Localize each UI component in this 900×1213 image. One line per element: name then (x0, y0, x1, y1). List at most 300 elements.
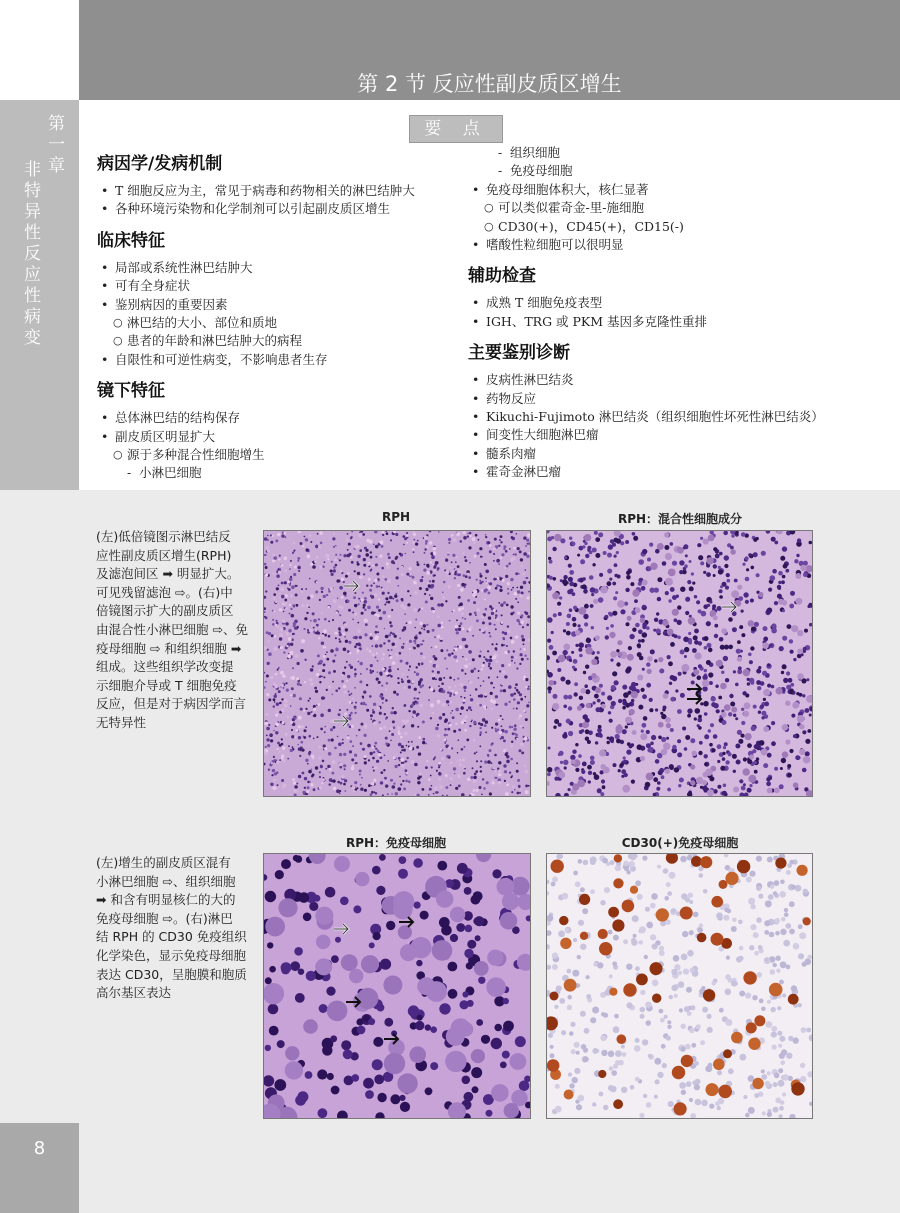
cell-nucleus (768, 776, 772, 780)
cell-nucleus (711, 981, 716, 986)
cell-nucleus (412, 710, 416, 714)
cell-nucleus (288, 745, 290, 747)
cell-nucleus (728, 617, 733, 622)
cell-nucleus (657, 865, 661, 869)
cell-nucleus (467, 573, 469, 575)
cell-nucleus (601, 779, 605, 783)
cell-nucleus (588, 780, 591, 783)
cell-nucleus (316, 556, 319, 559)
cell-nucleus (397, 668, 399, 670)
cell-nucleus (642, 549, 647, 554)
cell-nucleus (483, 680, 485, 682)
cell-nucleus (558, 612, 562, 616)
cell-nucleus (267, 539, 269, 541)
cell-nucleus (504, 651, 508, 655)
cell-nucleus (682, 727, 686, 731)
cell-nucleus (672, 561, 677, 566)
cell-nucleus (779, 891, 786, 898)
cell-nucleus (283, 611, 285, 613)
cell-nucleus (359, 636, 362, 639)
cell-nucleus (264, 611, 266, 613)
cell-nucleus (789, 604, 794, 609)
cell-nucleus (585, 689, 590, 694)
cell-nucleus (694, 1061, 699, 1066)
cell-nucleus (411, 681, 414, 684)
cell-nucleus (491, 762, 493, 764)
cell-nucleus (781, 917, 786, 922)
cell-nucleus (417, 726, 419, 728)
cell-nucleus (778, 1068, 783, 1073)
cell-nucleus (775, 931, 780, 936)
cell-nucleus (457, 774, 461, 778)
cell-nucleus (354, 707, 356, 709)
cell-nucleus (377, 706, 380, 709)
cell-nucleus (277, 786, 279, 788)
cell-nucleus (300, 749, 302, 751)
cell-nucleus (691, 572, 694, 575)
cell-nucleus (716, 709, 720, 713)
cell-nucleus (517, 601, 519, 603)
cell-nucleus (785, 739, 790, 744)
cell-nucleus (454, 648, 457, 651)
cell-nucleus (770, 885, 774, 889)
cell-nucleus (665, 717, 671, 723)
cell-nucleus (327, 558, 329, 560)
cell-nucleus (302, 791, 305, 794)
cell-nucleus (503, 601, 506, 604)
cell-nucleus (642, 605, 646, 609)
cell-nucleus (398, 764, 400, 766)
cell-nucleus (329, 783, 331, 785)
cell-nucleus (413, 608, 417, 612)
cell-nucleus (437, 567, 440, 570)
key-points-right-column (468, 144, 848, 481)
cell-nucleus (430, 703, 434, 707)
cell-nucleus (646, 626, 650, 630)
cell-nucleus (777, 1006, 781, 1010)
cell-nucleus (352, 786, 356, 790)
cell-nucleus (279, 744, 282, 747)
cell-nucleus (278, 559, 280, 561)
cell-nucleus (520, 648, 522, 650)
cell-nucleus (354, 712, 356, 714)
cell-nucleus (519, 788, 521, 790)
cell-nucleus (469, 562, 471, 564)
cell-nucleus (322, 1045, 332, 1055)
cell-nucleus (528, 638, 532, 642)
cell-nucleus (472, 658, 475, 661)
cell-nucleus (303, 913, 312, 922)
cell-nucleus (502, 1051, 510, 1059)
cell-nucleus (795, 573, 801, 579)
cell-nucleus (294, 736, 297, 739)
cell-nucleus (547, 686, 552, 691)
cell-nucleus (308, 606, 310, 608)
cell-nucleus (661, 749, 667, 755)
cell-nucleus (799, 724, 804, 729)
cell-nucleus (361, 599, 364, 602)
cell-nucleus (510, 745, 513, 748)
cell-nucleus (775, 858, 786, 869)
cell-nucleus (471, 895, 481, 905)
cell-nucleus (467, 1000, 474, 1007)
cell-nucleus (523, 710, 525, 712)
cell-nucleus (749, 678, 754, 683)
cell-nucleus (515, 657, 517, 659)
cell-nucleus (707, 643, 712, 648)
cell-nucleus (521, 614, 524, 617)
cell-nucleus (569, 570, 574, 575)
cell-nucleus (264, 554, 266, 556)
cell-nucleus (265, 590, 267, 592)
cell-nucleus (408, 710, 410, 712)
cell-nucleus (691, 681, 695, 685)
cell-nucleus (324, 726, 326, 728)
cell-nucleus (427, 582, 429, 584)
cell-nucleus (704, 712, 708, 716)
cell-nucleus (599, 1092, 604, 1097)
cell-nucleus (586, 994, 591, 999)
cell-nucleus (290, 721, 293, 724)
cell-nucleus (584, 622, 588, 626)
cell-nucleus (713, 734, 718, 739)
cell-nucleus (369, 589, 372, 592)
cell-nucleus (612, 611, 617, 616)
cell-nucleus (337, 736, 339, 738)
cell-nucleus (771, 721, 775, 725)
cell-nucleus (369, 942, 375, 948)
cell-nucleus (570, 1022, 575, 1027)
cell-nucleus (659, 946, 664, 951)
cell-nucleus (331, 561, 333, 563)
cell-nucleus (557, 668, 561, 672)
cell-nucleus (464, 729, 467, 732)
cell-nucleus (272, 619, 274, 621)
cell-nucleus (517, 701, 520, 704)
cell-nucleus (748, 653, 752, 657)
cell-nucleus (564, 766, 567, 769)
cell-nucleus (385, 597, 388, 600)
cell-nucleus (706, 621, 711, 626)
cell-nucleus (629, 634, 634, 639)
cell-nucleus (637, 652, 642, 657)
cell-nucleus (413, 647, 416, 650)
cell-nucleus (375, 545, 379, 549)
cell-nucleus (347, 600, 350, 603)
cell-nucleus (626, 575, 631, 580)
cell-nucleus (580, 887, 585, 892)
cell-nucleus (425, 543, 427, 545)
cell-nucleus (379, 592, 381, 594)
cell-nucleus (333, 599, 337, 603)
cell-nucleus (450, 907, 465, 922)
cell-nucleus (664, 1015, 668, 1019)
cell-nucleus (396, 576, 399, 579)
cell-nucleus (445, 718, 448, 721)
cell-nucleus (316, 935, 331, 950)
cell-nucleus (489, 749, 492, 752)
cell-nucleus (425, 601, 428, 604)
cell-nucleus (357, 555, 360, 558)
cell-nucleus (774, 1073, 780, 1079)
cell-nucleus (394, 635, 397, 638)
cell-nucleus (331, 780, 333, 782)
cell-nucleus (387, 592, 389, 594)
cell-nucleus (411, 760, 415, 764)
cell-nucleus (459, 602, 463, 606)
cell-nucleus (273, 572, 275, 574)
cell-nucleus (275, 673, 278, 676)
cell-nucleus (583, 671, 586, 674)
cell-nucleus (629, 709, 635, 715)
cell-nucleus (607, 553, 612, 558)
bullet-item: • 副皮质区明显扩大 (97, 428, 457, 446)
cell-nucleus (706, 660, 711, 665)
cell-nucleus (697, 933, 707, 943)
cell-nucleus (354, 687, 356, 689)
cell-nucleus (803, 647, 807, 651)
cell-nucleus (452, 710, 454, 712)
cell-nucleus (700, 561, 704, 565)
cell-nucleus (375, 563, 378, 566)
cell-nucleus (341, 578, 344, 581)
cell-nucleus (784, 912, 789, 917)
cell-nucleus (448, 757, 450, 759)
cell-nucleus (418, 752, 421, 755)
caption-line: 应性副皮质区增生(RPH) (96, 547, 232, 563)
cell-nucleus (340, 554, 342, 556)
cell-nucleus (447, 728, 450, 731)
cell-nucleus (728, 712, 732, 716)
cell-nucleus (299, 697, 302, 700)
cell-nucleus (355, 702, 357, 704)
cell-nucleus (779, 980, 784, 985)
cell-nucleus (568, 577, 573, 582)
cell-nucleus (330, 570, 333, 573)
cell-nucleus (472, 594, 475, 597)
cell-nucleus (265, 1045, 271, 1051)
cell-nucleus (381, 531, 384, 534)
cell-nucleus (638, 705, 643, 710)
cell-nucleus (408, 686, 411, 689)
cell-nucleus (613, 935, 619, 941)
cell-nucleus (488, 616, 491, 619)
cell-nucleus (495, 728, 497, 730)
cell-nucleus (409, 567, 412, 570)
cell-nucleus (516, 708, 518, 710)
cell-nucleus (309, 781, 311, 783)
cell-nucleus (633, 934, 637, 938)
cell-nucleus (304, 536, 306, 538)
cell-nucleus (669, 995, 673, 999)
cell-nucleus (376, 886, 385, 895)
cell-nucleus (339, 586, 343, 590)
cell-nucleus (291, 729, 293, 731)
cell-nucleus (308, 752, 311, 755)
cell-nucleus (622, 785, 630, 793)
cell-nucleus (678, 672, 682, 676)
cell-nucleus (265, 917, 285, 937)
cell-nucleus (434, 657, 437, 660)
cell-nucleus (457, 739, 459, 741)
cell-nucleus (493, 687, 495, 689)
cell-nucleus (464, 556, 466, 558)
cell-nucleus (573, 938, 577, 942)
cell-nucleus (483, 589, 487, 593)
cell-nucleus (436, 890, 453, 907)
cell-nucleus (609, 1066, 614, 1071)
cell-nucleus (572, 666, 575, 669)
cell-nucleus (657, 577, 662, 582)
cell-nucleus (711, 933, 724, 946)
cell-nucleus (696, 600, 700, 604)
cell-nucleus (664, 545, 669, 550)
cell-nucleus (330, 649, 334, 653)
cell-nucleus (662, 561, 667, 566)
cell-nucleus (378, 580, 380, 582)
cell-nucleus (339, 793, 341, 795)
cell-nucleus (641, 688, 645, 692)
cell-nucleus (265, 681, 267, 683)
cell-nucleus (437, 635, 440, 638)
cell-nucleus (390, 711, 393, 714)
cell-nucleus (547, 767, 552, 772)
cell-nucleus (363, 604, 366, 607)
figure-caption-top (96, 528, 266, 733)
cell-nucleus (358, 603, 360, 605)
cell-nucleus (315, 690, 318, 693)
cell-nucleus (782, 993, 786, 997)
cell-nucleus (631, 691, 638, 698)
cell-nucleus (432, 940, 453, 961)
cell-nucleus (761, 1074, 767, 1080)
cell-nucleus (389, 674, 391, 676)
cell-nucleus (266, 735, 268, 737)
cell-nucleus (666, 737, 669, 740)
cell-nucleus (285, 607, 288, 610)
cell-nucleus (398, 925, 412, 939)
cell-nucleus (552, 953, 558, 959)
cell-nucleus (410, 595, 412, 597)
cell-nucleus (707, 604, 710, 607)
cell-nucleus (704, 734, 709, 739)
cell-nucleus (449, 620, 451, 622)
cell-nucleus (521, 635, 524, 638)
cell-nucleus (469, 725, 471, 727)
cell-nucleus (567, 614, 572, 619)
cell-nucleus (384, 1018, 393, 1027)
cell-nucleus (489, 544, 492, 547)
cell-nucleus (384, 578, 387, 581)
cell-nucleus (390, 727, 393, 730)
cell-nucleus (468, 576, 471, 579)
cell-nucleus (613, 596, 617, 600)
cell-nucleus (511, 536, 514, 539)
cell-nucleus (344, 790, 346, 792)
cell-nucleus (283, 651, 285, 653)
cell-nucleus (506, 645, 508, 647)
cell-nucleus (406, 772, 408, 774)
cell-nucleus (473, 601, 476, 604)
cell-nucleus (705, 769, 712, 776)
cell-nucleus (467, 599, 470, 602)
cell-nucleus (632, 730, 637, 735)
cell-nucleus (334, 747, 337, 750)
cell-nucleus (264, 752, 267, 755)
cell-nucleus (320, 728, 323, 731)
cell-nucleus (313, 705, 316, 708)
cell-nucleus (469, 535, 472, 538)
cell-nucleus (557, 602, 561, 606)
cell-nucleus (282, 721, 285, 724)
cell-nucleus (574, 1042, 580, 1048)
cell-nucleus (697, 675, 702, 680)
cell-nucleus (590, 604, 594, 608)
cell-nucleus (461, 721, 464, 724)
cell-nucleus (564, 1090, 574, 1100)
cell-nucleus (275, 714, 278, 717)
cell-nucleus (379, 695, 382, 698)
cell-nucleus (623, 939, 628, 944)
cell-nucleus (642, 856, 647, 861)
cell-nucleus (572, 750, 576, 754)
cell-nucleus (553, 694, 558, 699)
cell-nucleus (437, 624, 441, 628)
cell-nucleus (655, 759, 660, 764)
cell-nucleus (337, 781, 340, 784)
cell-nucleus (526, 539, 529, 542)
cell-nucleus (403, 726, 405, 728)
cell-nucleus (635, 1038, 640, 1043)
cell-nucleus (317, 1069, 327, 1079)
cell-nucleus (321, 591, 323, 593)
cell-nucleus (401, 745, 404, 748)
cell-nucleus (498, 719, 501, 722)
cell-nucleus (652, 943, 658, 949)
cell-nucleus (762, 642, 769, 649)
cell-nucleus (356, 659, 358, 661)
cell-nucleus (595, 553, 600, 558)
cell-nucleus (719, 1008, 724, 1013)
cell-nucleus (603, 767, 610, 774)
cell-nucleus (658, 736, 662, 740)
cell-nucleus (414, 671, 416, 673)
cell-nucleus (464, 887, 472, 895)
cell-nucleus (568, 695, 573, 700)
cell-nucleus (573, 871, 578, 876)
cell-nucleus (273, 705, 275, 707)
cell-nucleus (632, 628, 636, 632)
cell-nucleus (498, 602, 500, 604)
cell-nucleus (640, 1007, 646, 1013)
cell-nucleus (469, 680, 473, 684)
cell-nucleus (397, 677, 399, 679)
cell-nucleus (317, 654, 320, 657)
cell-nucleus (381, 545, 384, 548)
cell-nucleus (275, 624, 277, 626)
cell-nucleus (439, 1003, 450, 1014)
bullet-item: • 可有全身症状 (97, 277, 457, 295)
cell-nucleus (275, 731, 278, 734)
cell-nucleus (283, 759, 286, 762)
cell-nucleus (472, 1086, 479, 1093)
cell-nucleus (591, 626, 594, 629)
cell-nucleus (417, 695, 420, 698)
cell-nucleus (330, 1035, 337, 1042)
cell-nucleus (402, 780, 404, 782)
cell-nucleus (666, 1036, 671, 1041)
cell-nucleus (451, 1018, 471, 1038)
